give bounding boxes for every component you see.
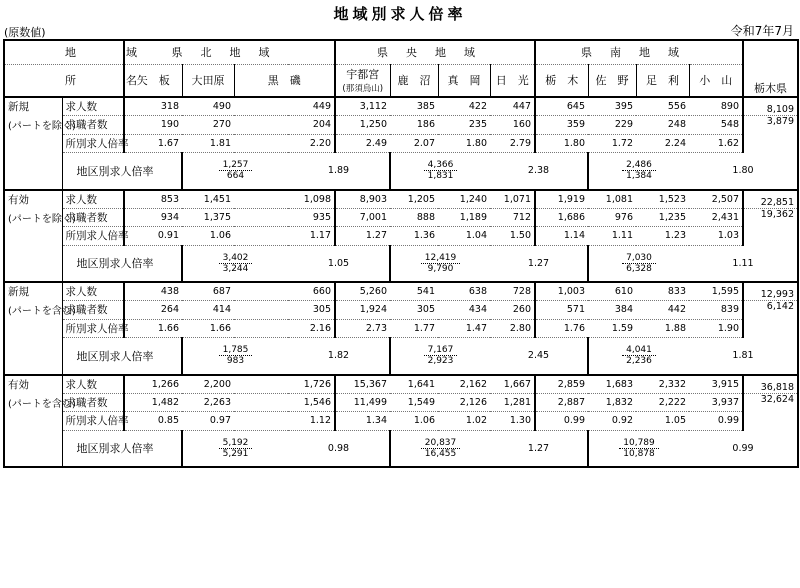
cell-offers-1: 2,200 [182, 375, 234, 394]
row-label-offers: 求人数 [62, 375, 124, 394]
row-label-seekers: 求職者数 [62, 393, 124, 412]
cell-offers-3: 3,112 [335, 97, 390, 116]
region-south: 県南地域 [535, 40, 743, 64]
cell-ratio-3: 1.27 [335, 227, 390, 246]
cell-offers-1: 490 [182, 97, 234, 116]
cell-offers-9: 833 [636, 282, 689, 301]
cell-seekers-7: 2,887 [535, 393, 588, 412]
cell-ratio-7: 0.99 [535, 412, 588, 431]
cell-seekers-9: 2,222 [636, 393, 689, 412]
cell-ratio-7: 1.76 [535, 319, 588, 338]
category-scope: (パートを除く) [4, 116, 62, 135]
cell-offers-10: 3,915 [689, 375, 743, 394]
total-offers: 36,818 [743, 375, 798, 394]
row-label-ratio: 所別求人倍率 [62, 319, 124, 338]
cell-offers-4: 1,205 [390, 190, 438, 209]
cell-offers-3: 15,367 [335, 375, 390, 394]
cell-seekers-6: 260 [490, 301, 535, 320]
spacer-cell [4, 134, 62, 153]
row-seekers [4, 393, 798, 412]
cell-seekers-2: 935 [234, 208, 335, 227]
row-region-ratio [4, 430, 798, 467]
region-fraction-0: $\frac{1,257}{664}$ [182, 153, 288, 190]
region-fraction-1: $\frac{7,167}{2,923}$ [390, 338, 490, 375]
total-seekers: 19,362 [743, 208, 798, 227]
cell-seekers-6: 160 [490, 116, 535, 135]
cell-ratio-4: 2.07 [390, 134, 438, 153]
category-type: 新規 [4, 282, 62, 301]
cell-seekers-4: 305 [390, 301, 438, 320]
cell-ratio-5: 1.80 [438, 134, 490, 153]
cell-seekers-5: 1,189 [438, 208, 490, 227]
row-label-offers: 求人数 [62, 282, 124, 301]
row-label-region: 地区別求人倍率 [62, 245, 182, 282]
cell-seekers-7: 571 [535, 301, 588, 320]
total-header: 栃木県 [743, 40, 798, 97]
total-ratio-blank [743, 134, 798, 153]
row-region-ratio [4, 338, 798, 375]
region-ratio-2: 0.99 [689, 430, 798, 467]
cell-offers-2: 660 [234, 282, 335, 301]
cell-offers-2: 1,726 [234, 375, 335, 394]
cell-ratio-4: 1.06 [390, 412, 438, 431]
cell-ratio-8: 1.59 [588, 319, 636, 338]
cell-ratio-9: 1.23 [636, 227, 689, 246]
cell-offers-7: 2,859 [535, 375, 588, 394]
office-6: 日 光 [490, 64, 535, 97]
cell-seekers-2: 1,546 [234, 393, 335, 412]
cell-offers-10: 2,507 [689, 190, 743, 209]
job-ratio-table [3, 39, 799, 468]
spacer-cell [4, 319, 62, 338]
cell-ratio-9: 1.88 [636, 319, 689, 338]
row-label-seekers: 求職者数 [62, 116, 124, 135]
cell-seekers-7: 359 [535, 116, 588, 135]
region-fraction-2: $\frac{4,041}{2,236}$ [588, 338, 689, 375]
cell-offers-6: 1,071 [490, 190, 535, 209]
total-ratio-blank [743, 319, 798, 338]
row-offers [4, 97, 798, 116]
cell-ratio-7: 1.80 [535, 134, 588, 153]
cell-ratio-0: 0.85 [124, 412, 182, 431]
cell-ratio-10: 0.99 [689, 412, 743, 431]
office-5: 真 岡 [438, 64, 490, 97]
header-row-regions [4, 40, 798, 64]
total-ratio-blank [743, 227, 798, 246]
cell-seekers-1: 270 [182, 116, 234, 135]
office-4: 鹿 沼 [390, 64, 438, 97]
cell-seekers-7: 1,686 [535, 208, 588, 227]
cell-ratio-5: 1.02 [438, 412, 490, 431]
region-fraction-0: $\frac{5,192}{5,291}$ [182, 430, 288, 467]
cell-ratio-2: 2.20 [234, 134, 335, 153]
cell-seekers-10: 548 [689, 116, 743, 135]
total-seekers: 6,142 [743, 301, 798, 320]
cell-seekers-9: 248 [636, 116, 689, 135]
cell-offers-5: 1,240 [438, 190, 490, 209]
cell-seekers-3: 1,250 [335, 116, 390, 135]
cell-seekers-10: 3,937 [689, 393, 743, 412]
cell-ratio-2: 2.16 [234, 319, 335, 338]
cell-seekers-2: 204 [234, 116, 335, 135]
cell-seekers-8: 229 [588, 116, 636, 135]
cell-seekers-6: 712 [490, 208, 535, 227]
cell-ratio-6: 1.50 [490, 227, 535, 246]
report-date: 令和7年7月 [730, 24, 794, 38]
region-ratio-1: 1.27 [490, 245, 588, 282]
row-office-ratio [4, 134, 798, 153]
cell-ratio-2: 1.12 [234, 412, 335, 431]
cell-ratio-10: 1.62 [689, 134, 743, 153]
category-scope: (パートを含む) [4, 301, 62, 320]
cell-offers-0: 318 [124, 97, 182, 116]
row-seekers [4, 301, 798, 320]
region-ratio-2: 1.80 [689, 153, 798, 190]
cell-offers-0: 438 [124, 282, 182, 301]
row-label-seekers: 求職者数 [62, 301, 124, 320]
cell-seekers-8: 976 [588, 208, 636, 227]
row-label-region: 地区別求人倍率 [62, 153, 182, 190]
region-ratio-0: 1.05 [288, 245, 390, 282]
row-label-region: 地区別求人倍率 [62, 430, 182, 467]
cell-seekers-3: 1,924 [335, 301, 390, 320]
total-offers: 8,109 [743, 97, 798, 116]
row-office-ratio [4, 319, 798, 338]
region-ratio-1: 2.38 [490, 153, 588, 190]
category-type: 有効 [4, 190, 62, 209]
cell-offers-8: 395 [588, 97, 636, 116]
office-header-label: 所 名 [4, 64, 124, 97]
total-seekers: 32,624 [743, 393, 798, 412]
cell-ratio-3: 2.49 [335, 134, 390, 153]
cell-offers-6: 1,667 [490, 375, 535, 394]
cell-ratio-9: 2.24 [636, 134, 689, 153]
row-label-offers: 求人数 [62, 97, 124, 116]
cell-seekers-8: 1,832 [588, 393, 636, 412]
cell-offers-4: 1,641 [390, 375, 438, 394]
cell-seekers-1: 2,263 [182, 393, 234, 412]
cell-seekers-10: 839 [689, 301, 743, 320]
cell-offers-0: 1,266 [124, 375, 182, 394]
cell-seekers-3: 7,001 [335, 208, 390, 227]
cell-ratio-8: 1.11 [588, 227, 636, 246]
header-row-offices [4, 64, 798, 97]
cell-offers-7: 645 [535, 97, 588, 116]
cell-ratio-10: 1.03 [689, 227, 743, 246]
cell-ratio-6: 2.80 [490, 319, 535, 338]
spacer-cell [4, 153, 62, 190]
cell-seekers-3: 11,499 [335, 393, 390, 412]
office-0: 矢 板 [124, 64, 182, 97]
cell-ratio-1: 0.97 [182, 412, 234, 431]
cell-ratio-5: 1.47 [438, 319, 490, 338]
cell-ratio-10: 1.90 [689, 319, 743, 338]
row-office-ratio [4, 227, 798, 246]
region-ratio-1: 1.27 [490, 430, 588, 467]
spacer-cell [4, 338, 62, 375]
region-ratio-1: 2.45 [490, 338, 588, 375]
office-10: 小 山 [689, 64, 743, 97]
cell-seekers-8: 384 [588, 301, 636, 320]
cell-seekers-2: 305 [234, 301, 335, 320]
region-fraction-0: $\frac{3,402}{3,244}$ [182, 245, 288, 282]
region-fraction-1: $\frac{20,837}{16,455}$ [390, 430, 490, 467]
cell-offers-1: 687 [182, 282, 234, 301]
cell-offers-3: 8,903 [335, 190, 390, 209]
row-region-ratio [4, 153, 798, 190]
cell-seekers-9: 442 [636, 301, 689, 320]
region-ratio-2: 1.11 [689, 245, 798, 282]
cell-seekers-0: 934 [124, 208, 182, 227]
cell-ratio-1: 1.81 [182, 134, 234, 153]
region-north: 県北地域 [124, 40, 335, 64]
row-label-ratio: 所別求人倍率 [62, 412, 124, 431]
cell-ratio-8: 0.92 [588, 412, 636, 431]
cell-offers-8: 1,081 [588, 190, 636, 209]
cell-seekers-6: 1,281 [490, 393, 535, 412]
row-offers [4, 282, 798, 301]
cell-offers-6: 728 [490, 282, 535, 301]
cell-seekers-0: 264 [124, 301, 182, 320]
cell-seekers-9: 1,235 [636, 208, 689, 227]
row-label-ratio: 所別求人倍率 [62, 134, 124, 153]
cell-seekers-0: 1,482 [124, 393, 182, 412]
category-scope: (パートを含む) [4, 393, 62, 412]
row-seekers [4, 116, 798, 135]
spacer-cell [4, 430, 62, 467]
region-fraction-2: $\frac{7,030}{6,328}$ [588, 245, 689, 282]
cell-ratio-3: 1.34 [335, 412, 390, 431]
cell-offers-6: 447 [490, 97, 535, 116]
page-title: 地域別求人倍率 [333, 5, 467, 23]
cell-seekers-4: 1,549 [390, 393, 438, 412]
cell-offers-8: 1,683 [588, 375, 636, 394]
cell-offers-10: 1,595 [689, 282, 743, 301]
cell-offers-5: 2,162 [438, 375, 490, 394]
cell-offers-7: 1,003 [535, 282, 588, 301]
total-offers: 12,993 [743, 282, 798, 301]
cell-seekers-5: 235 [438, 116, 490, 135]
office-1: 大田原 [182, 64, 234, 97]
row-offers [4, 375, 798, 394]
spacer-cell [4, 227, 62, 246]
cell-offers-1: 1,451 [182, 190, 234, 209]
category-type: 新規 [4, 97, 62, 116]
total-seekers: 3,879 [743, 116, 798, 135]
region-ratio-0: 1.82 [288, 338, 390, 375]
cell-seekers-0: 190 [124, 116, 182, 135]
cell-seekers-5: 434 [438, 301, 490, 320]
row-label-offers: 求人数 [62, 190, 124, 209]
total-offers: 22,851 [743, 190, 798, 209]
cell-offers-5: 638 [438, 282, 490, 301]
cell-offers-4: 385 [390, 97, 438, 116]
cell-seekers-1: 1,375 [182, 208, 234, 227]
cell-ratio-1: 1.06 [182, 227, 234, 246]
total-ratio-blank [743, 412, 798, 431]
cell-offers-2: 449 [234, 97, 335, 116]
row-office-ratio [4, 412, 798, 431]
office-8: 佐 野 [588, 64, 636, 97]
cell-ratio-4: 1.36 [390, 227, 438, 246]
cell-ratio-9: 1.05 [636, 412, 689, 431]
row-seekers [4, 208, 798, 227]
cell-offers-0: 853 [124, 190, 182, 209]
region-fraction-2: $\frac{10,789}{10,878}$ [588, 430, 689, 467]
cell-offers-8: 610 [588, 282, 636, 301]
row-region-ratio [4, 245, 798, 282]
cell-ratio-2: 1.17 [234, 227, 335, 246]
cell-ratio-6: 2.79 [490, 134, 535, 153]
cell-seekers-10: 2,431 [689, 208, 743, 227]
cell-offers-5: 422 [438, 97, 490, 116]
cell-ratio-7: 1.14 [535, 227, 588, 246]
cell-seekers-5: 2,126 [438, 393, 490, 412]
cell-ratio-4: 1.77 [390, 319, 438, 338]
cell-ratio-3: 2.73 [335, 319, 390, 338]
cell-offers-9: 556 [636, 97, 689, 116]
office-9: 足 利 [636, 64, 689, 97]
cell-ratio-0: 1.67 [124, 134, 182, 153]
row-label-seekers: 求職者数 [62, 208, 124, 227]
cell-ratio-1: 1.66 [182, 319, 234, 338]
cell-seekers-1: 414 [182, 301, 234, 320]
cell-offers-2: 1,098 [234, 190, 335, 209]
category-scope: (パートを除く) [4, 208, 62, 227]
cell-ratio-5: 1.04 [438, 227, 490, 246]
row-label-ratio: 所別求人倍率 [62, 227, 124, 246]
unit-note: (原数値) [4, 26, 46, 39]
cell-offers-4: 541 [390, 282, 438, 301]
cell-seekers-4: 186 [390, 116, 438, 135]
cell-ratio-8: 1.72 [588, 134, 636, 153]
region-ratio-0: 0.98 [288, 430, 390, 467]
category-type: 有効 [4, 375, 62, 394]
office-7: 栃 木 [535, 64, 588, 97]
region-ratio-0: 1.89 [288, 153, 390, 190]
cell-offers-3: 5,260 [335, 282, 390, 301]
cell-offers-9: 1,523 [636, 190, 689, 209]
region-fraction-0: $\frac{1,785}{983}$ [182, 338, 288, 375]
region-fraction-2: $\frac{2,486}{1,384}$ [588, 153, 689, 190]
office-3: 宇都宮 (那須烏山) [335, 64, 390, 97]
row-label-region: 地区別求人倍率 [62, 338, 182, 375]
region-fraction-1: $\frac{12,419}{9,790}$ [390, 245, 490, 282]
office-2: 黒 磯 [234, 64, 335, 97]
spacer-cell [4, 412, 62, 431]
spacer-cell [4, 245, 62, 282]
cell-ratio-0: 1.66 [124, 319, 182, 338]
region-central: 県央地域 [335, 40, 535, 64]
row-offers [4, 190, 798, 209]
cell-ratio-0: 0.91 [124, 227, 182, 246]
region-header-label: 地 域 [4, 40, 124, 64]
cell-ratio-6: 1.30 [490, 412, 535, 431]
region-ratio-2: 1.81 [689, 338, 798, 375]
cell-offers-10: 890 [689, 97, 743, 116]
region-fraction-1: $\frac{4,366}{1,831}$ [390, 153, 490, 190]
cell-offers-9: 2,332 [636, 375, 689, 394]
cell-seekers-4: 888 [390, 208, 438, 227]
cell-offers-7: 1,919 [535, 190, 588, 209]
